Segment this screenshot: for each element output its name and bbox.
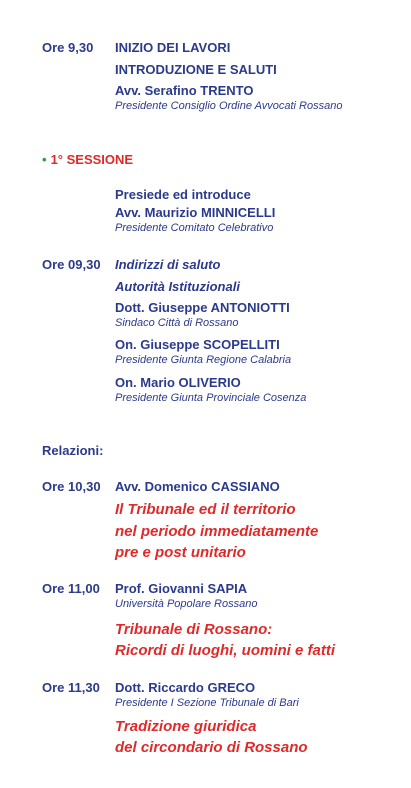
talk-title: Il Tribunale ed il territorio (115, 501, 296, 518)
speaker-name: Avv. Serafino TRENTO (115, 83, 254, 98)
talk-title: pre e post unitario (115, 544, 246, 561)
speaker-role: Presidente Comitato Celebrativo (115, 222, 274, 234)
talk-title: nel periodo immediatamente (115, 523, 319, 540)
talk-title: Ricordi di luoghi, uomini e fatti (115, 642, 335, 659)
agenda-item-subtitle: Autorità Istituzionali (115, 279, 240, 294)
agenda-item-title: INIZIO DEI LAVORI (115, 40, 231, 55)
speaker-role: Sindaco Città di Rossano (115, 317, 239, 329)
talk-title: del circondario di Rossano (115, 739, 308, 756)
time-label: Ore 11,30 (42, 680, 100, 695)
session-heading (42, 153, 133, 166)
speaker-name: Avv. Domenico CASSIANO (115, 479, 280, 494)
speaker-name: On. Giuseppe SCOPELLITI (115, 337, 280, 352)
time-label: Ore 10,30 (42, 479, 101, 494)
speaker-name: Dott. Riccardo GRECO (115, 680, 256, 695)
speaker-name: Dott. Giuseppe ANTONIOTTI (115, 300, 290, 315)
agenda-item-title: INTRODUZIONE E SALUTI (115, 62, 277, 77)
speaker-role: Università Popolare Rossano (115, 598, 258, 610)
speaker-role: Presidente Giunta Regione Calabria (115, 354, 292, 366)
chair-intro: Presiede ed introduce (115, 187, 251, 202)
speaker-role: Presidente Consiglio Ordine Avvocati Rossano (115, 100, 343, 112)
speaker-name: Avv. Maurizio MINNICELLI (115, 205, 276, 220)
time-label: Ore 9,30 (42, 40, 94, 55)
talk-title: Tribunale di Rossano: (115, 621, 273, 638)
speaker-name: On. Mario OLIVERIO (115, 375, 241, 390)
session-label: 1° SESSIONE (50, 152, 134, 167)
time-label: Ore 09,30 (42, 257, 101, 272)
speaker-role: Presidente I Sezione Tribunale di Bari (115, 697, 299, 709)
agenda-item-title: Indirizzi di saluto (115, 257, 221, 272)
talk-title: Tradizione giuridica (115, 718, 257, 735)
section-heading: Relazioni: (42, 443, 104, 458)
bullet-icon: • (42, 152, 47, 167)
speaker-name: Prof. Giovanni SAPIA (115, 581, 248, 596)
time-label: Ore 11,00 (42, 581, 100, 596)
speaker-role: Presidente Giunta Provinciale Cosenza (115, 392, 307, 404)
